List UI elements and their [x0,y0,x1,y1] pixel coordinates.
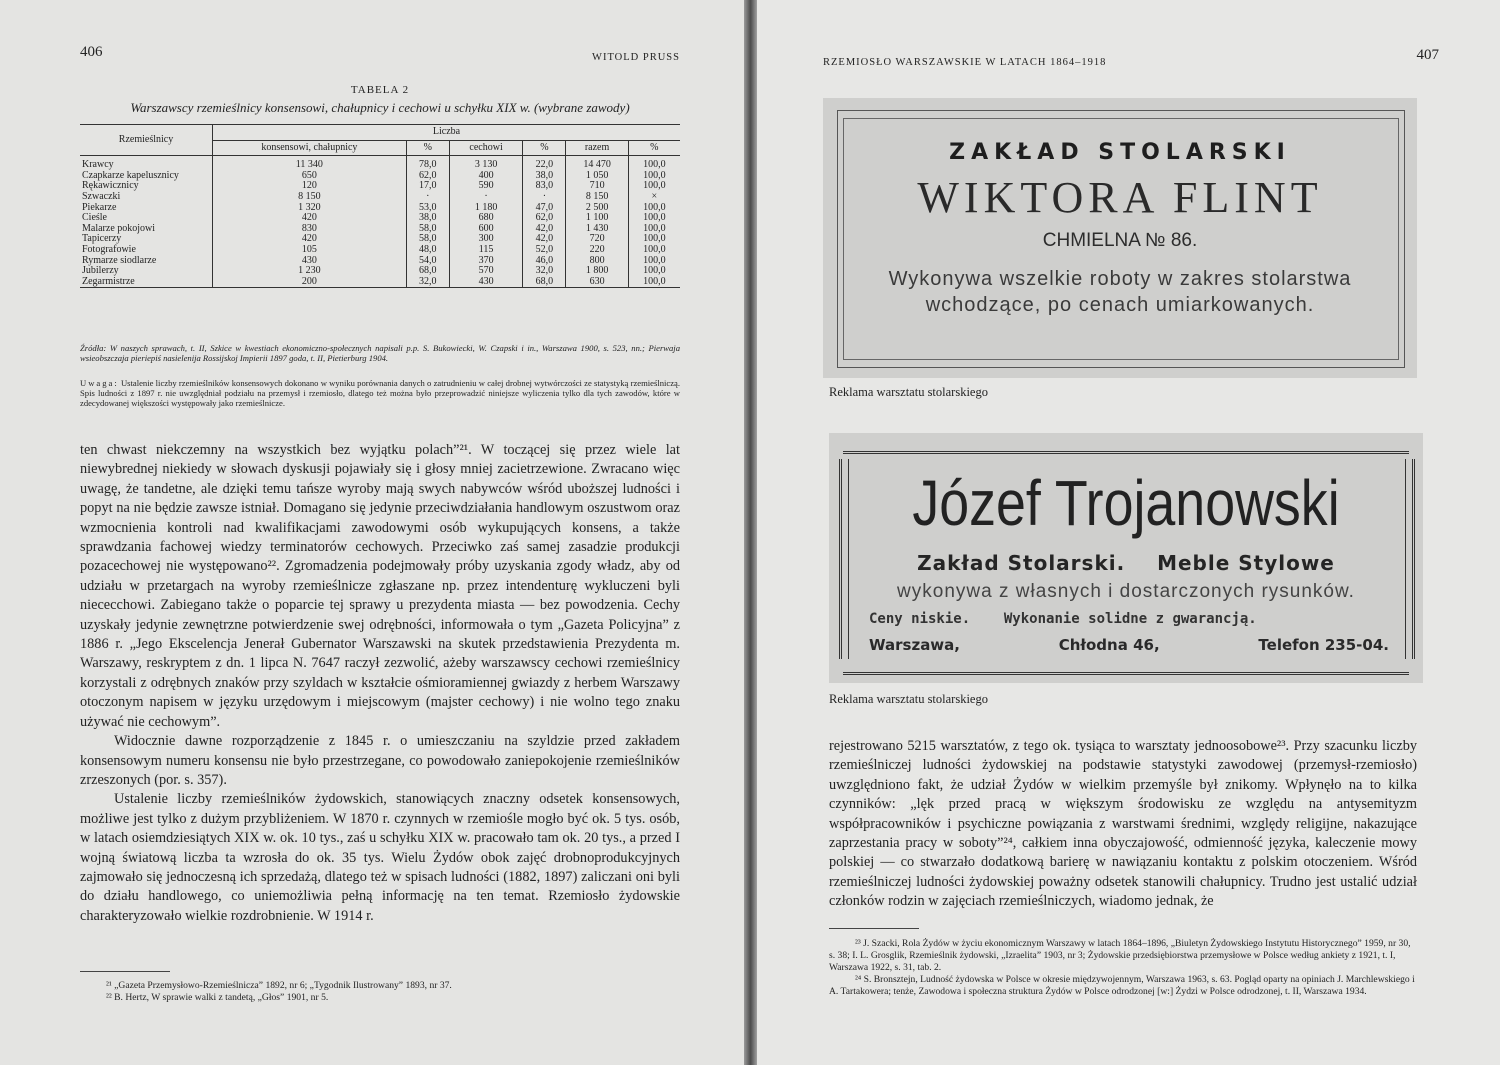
right-page [757,0,1500,1065]
ad1-line3: CHMIELNA № 86. [1042,230,1198,251]
table-note [80,378,680,408]
table-column-header: razem [566,140,628,156]
table-cell: 100,0 [628,245,680,256]
ad2-line2 [829,551,1423,575]
table-cell: 1 050 [566,171,628,182]
table-cell: 38,0 [523,171,566,182]
table-cell: 420 [213,234,407,245]
table-cell: 105 [213,245,407,256]
table-cell: 1 230 [213,266,407,277]
ad2-line5 [869,636,1389,654]
table-cell: 800 [566,256,628,267]
table-cell: 1 800 [566,266,628,277]
table-cell: 8 150 [213,192,407,203]
ad2-line5b: Chłodna 46, [1058,636,1160,654]
table-row-label: Zegarmistrze [82,275,135,287]
ad2-line4a: Ceny niskie. [869,611,971,627]
table-cell: 53,0 [406,203,449,214]
paragraph: rejestrowano 5215 warsztatów, z tego ok. tysiąca to warsztaty jednoosobowe²³. Przy szacunku liczby rzemieślniczej ludności żydowskiej na podstawie statystyki zawodowej (przemysł-rzemiosło) uwzględniono fakt, że udział Żydów w wielkim przemyśle był znikomy. Wpłynęło na to kilka czynników: „lęk przed pracą w większym środowisku ze względu na antysemityzm współpracowników i psychiczne powiązania z warstwami średnimi, względy religijne, nakazujące zaprzestania pracy w soboty”²⁴, całkiem inna obyczajowość, odmienność języka, kaleczenie mowy polskiej — co stwarzało dodatkową barierę w nawiązaniu kontaktu z polskim otoczeniem. Wśród rzemieślniczej ludności żydowskiej poważny odsetek stanowili chałupnicy. Trudno jest ustalić udział członków rodzin w zajęciach rzemieślniczych, wiadomo jednak, że [829,738,1417,910]
ad1-line1: ZAKŁAD STOLARSKI [949,140,1291,165]
table-row-label: Fotografowie [82,243,136,255]
table-cell: 430 [213,256,407,267]
sources-label: Źródła: [80,343,107,353]
table-cell: × [628,192,680,203]
table-row-label: Czapkarze kapelusznicy [82,169,179,181]
table-cell: 400 [449,171,522,182]
statistics-table [80,124,680,288]
table-cell: 570 [449,266,522,277]
table-column-header: % [628,140,680,156]
table-row-label: Jubilerzy [82,265,119,277]
table-cell: 58,0 [406,224,449,235]
table-cell: 8 150 [566,192,628,203]
table-cell: 42,0 [523,224,566,235]
ad2-line3: wykonywa z własnych i dostarczonych rysunków. [897,581,1355,602]
table-cell: 1 100 [566,213,628,224]
table-cell: 420 [213,213,407,224]
table-cell: 650 [213,171,407,182]
table-cell: 54,0 [406,256,449,267]
table-cell: 430 [449,277,522,288]
table-cell: · [406,192,449,203]
table-row-label: Krawcy [82,159,114,171]
table-cell: 42,0 [523,234,566,245]
table-row-label: Rękawicznicy [82,180,139,192]
table-cell: 68,0 [523,277,566,288]
right-body-text [829,737,1417,912]
table-cell: 100,0 [628,171,680,182]
table-row [80,245,680,256]
paragraph: Widocznie dawne rozporządzenie z 1845 r. o umieszczaniu na szyldzie przed zakładem konsensowym numeru konsensu nie było przestrzegane, co powodowało zaniepokojenie rzemieślników zrzeszonych (por. s. 357). [80,733,680,788]
table-row [80,277,680,288]
right-footnotes [829,938,1417,998]
table-cell: 83,0 [523,181,566,192]
table-row-label: Cieśle [82,212,107,224]
table-cell: 1 430 [566,224,628,235]
advertisement-flint [823,98,1417,378]
table-row [80,156,680,171]
table-cell: 32,0 [406,277,449,288]
table-cell: · [523,192,566,203]
table-row-label: Piekarze [82,201,117,213]
table-cell: 200 [213,277,407,288]
book-gutter [744,0,757,1065]
table-row [80,192,680,203]
table-cell: 100,0 [628,266,680,277]
left-footnotes [80,980,680,1004]
table-cell: 47,0 [523,203,566,214]
table-cell: 32,0 [523,266,566,277]
footnote: ²³ J. Szacki, Rola Żydów w życiu ekonomicznym Warszawy w latach 1864–1896, „Biuletyn Żydowskiego Instytutu Historycznego” 1959, nr 30, s. 38; I. L. Grosglik, Rzemieślnik żydowski, „Izraelita” 1903, nr 3; Żydowskie przedsiębiorstwa przemysłowe w Polsce według ankiety z 1921, t. I, Warszawa 1922, s. 31, tab. 2. [829,938,1411,973]
table-cell: · [449,192,522,203]
ad2-line2a: Zakład Stolarski. [917,551,1126,575]
ad2-caption: Reklama warsztatu stolarskiego [829,692,988,706]
footnote-rule [829,928,919,929]
ad1-line5: wchodzące, po cenach umiarkowanych. [925,294,1315,316]
page-number-right: 407 [1416,47,1439,63]
ad2-name: Józef Trojanowski [912,467,1340,539]
table-cell: 22,0 [523,156,566,171]
table-column-header: % [406,140,449,156]
table-cell: 58,0 [406,234,449,245]
note-label: Uwaga: [80,378,119,388]
table-cell: 48,0 [406,245,449,256]
table-cell: 2 500 [566,203,628,214]
table-column-header: % [523,140,566,156]
table-cell: 100,0 [628,181,680,192]
running-head-left: WITOLD PRUSS [592,52,680,63]
table-cell: 1 180 [449,203,522,214]
table-row-label: Tapicerzy [82,233,122,245]
table-cell: 11 340 [213,156,407,171]
paragraph: ten chwast niekczemny na wszystkich bez wyjątku polach”²¹. W toczącej się przez wiele lat niewybrednej niekiedy w słowach dyskusji pojawiały się i głosy mniej zacietrzewione. Zwracano więc uwagę, że tandetne, ale dzięki temu tańsze wyroby mają swych nabywców wśród uboższej ludności i popyt na nie będzie zawsze istniał. Domagano się jedynie przeciwdziałania handlowym oszustwom oraz wzmocnienia kontroli nad kwalifikacjami zawodowymi osób wykupujących konsens, a także sprawdzania fachowej wiedzy terminatorów cechowych. Przeciwko zaś samej zasadzie produkcji pozacechowej nie występowano²². Zgromadzenia podejmowały próby uzyskania zgody władz, aby od udziału w przetargach na wyroby rzemieślnicze zgłaszane np. przez intendenturę wykluczeni byli niececchowi. Zabiegano także o poparcie tej sprawy u prezydenta miasta — bez powodzenia. Cechy uzyskały jedynie zewnętrzne potwierdzenie swej odrębności, informowała o tym „Gazeta Policyjna” z 1886 r. „Jego Ekscelencja Jenerał Gubernator Warszawski na skutek przedstawienia Prezydenta m. Warszawy, reskryptem z dn. 1 lipca N. 7647 raczył zezwolić, ażeby warszawscy cechowi rzemieślnicy korzystali z odrębnych znaków przy szyldach w kształcie ośmioramiennej gwiazdy z herbem Warszawy otoczonym napisem w języku urzędowym i miejscowym (majster cechowy) i nie wolno tego znaku używać nie cechowym”. [80,442,680,730]
ad2-line2b: Meble Stylowe [1157,551,1335,575]
table-cell: 115 [449,245,522,256]
footnote: ²⁴ S. Bronsztejn, Ludność żydowska w Polsce w okresie międzywojennym, Warszawa 1963, s. 63. Pogląd oparty na opiniach J. Marchlewskiego i A. Tartakowera; tenże, Zawodowa i społeczna struktura Żydów w Polsce odrodzonej [w:] Żydzi w Polsce odrodzonej, t. II, Warszawa 1934. [829,974,1415,997]
table-cell: 590 [449,181,522,192]
table-cell: 78,0 [406,156,449,171]
ad2-line4b: Wykonanie solidne z gwarancją. [1003,611,1257,627]
table-cell: 100,0 [628,224,680,235]
table-cell: 630 [566,277,628,288]
footnote: ²² B. Hertz, W sprawie walki z tandetą, „Głos” 1901, nr 5. [106,992,329,1003]
footnote: ²¹ „Gazeta Przemysłowo-Rzemieślnicza” 1892, nr 6; „Tygodnik Ilustrowany” 1893, nr 37. [106,980,452,991]
table-cell: 46,0 [523,256,566,267]
table-cell: 52,0 [523,245,566,256]
table-caption: TABELA 2 [350,84,410,96]
ad2-line5a: Warszawa, [869,636,960,654]
table-cell: 300 [449,234,522,245]
ad1-line2: WIKTORA FLINT [917,173,1323,222]
ad2-line4 [869,611,1389,627]
table-group-header: Liczba [213,125,681,140]
table-cell: 62,0 [523,213,566,224]
footnote-rule [80,971,170,972]
table-row-label: Szwaczki [82,190,121,202]
table-cell: 720 [566,234,628,245]
left-page [0,0,744,1065]
table-row-label: Malarze pokojowi [82,222,156,234]
table-cell: 14 470 [566,156,628,171]
ad2-line5c: Telefon 235-04. [1258,636,1389,654]
table-cell: 100,0 [628,156,680,171]
table-cell: 370 [449,256,522,267]
table-cell: 17,0 [406,181,449,192]
table-cell: 100,0 [628,213,680,224]
table-column-header: konsensowi, chałupnicy [213,140,407,156]
table-cell: 600 [449,224,522,235]
table-cell: 100,0 [628,203,680,214]
table-title: Warszawscy rzemieślnicy konsensowi, chałupnicy i cechowi u schyłku XIX w. (wybrane zawody) [130,100,630,115]
table-cell: 62,0 [406,171,449,182]
table-cell: 100,0 [628,277,680,288]
advertisement-trojanowski [829,433,1423,683]
paragraph: Ustalenie liczby rzemieślników żydowskich, stanowiących znaczny odsetek konsensowych, możliwe jest tylko z dużym przybliżeniem. W 1870 r. czynnych w rzemiośle mogło być ok. 5 tys. osób, w latach osiemdziesiątych XIX w. ok. 10 tys., zaś u schyłku XIX w. pracowało tam ok. 20 tys., a przed I wojną światową liczba ta wzrosła do ok. 35 tys. Wielu Żydów obok zajęć drobnoprodukcyjnych zajmowało się jednoczesną ich sprzedażą, dlatego też w spisach ludności (1882, 1897) zaliczani oni byli do działu handlowego, co uniemożliwia pełną informację na ten temat. Rzemiosło żydowskie charakteryzowało wielkie rozdrobnienie. W 1914 r. [80,791,680,924]
table-cell: 680 [449,213,522,224]
ad1-line4: Wykonywa wszelkie roboty w zakres stolarstwa [888,268,1352,290]
table-cell: 1 320 [213,203,407,214]
table-cell: 68,0 [406,266,449,277]
table-cell: 120 [213,181,407,192]
ad1-caption: Reklama warsztatu stolarskiego [829,385,988,399]
table-cell: 3 130 [449,156,522,171]
table-cell: 100,0 [628,256,680,267]
left-body-text [80,441,680,926]
table-cell: 100,0 [628,234,680,245]
table-cell: 38,0 [406,213,449,224]
running-head-right: RZEMIOSŁO WARSZAWSKIE W LATACH 1864–1918 [823,57,1107,68]
table-column-header: cechowi [449,140,522,156]
table-sources [80,343,680,363]
table-cell: 220 [566,245,628,256]
table-row-label: Rymarze siodlarze [82,254,157,266]
note-text: Ustalenie liczby rzemieślników konsensowych dokonano w wyniku porównania danych o zatrudnieniu w całej drobnej wytwórczości ze statystyką rzemieślniczą. Spis ludności z 1897 r. nie uwzględniał podziału na przemysł i rzemiosło, dlatego też można było przeprowadzić niniejsze wyliczenia tylko dla tych zawodów, które w zdecydowanej większości występowały jako rzemieślnicze. [80,378,680,408]
sources-text: W naszych sprawach, t. II, Szkice w kwestiach ekonomiczno-społecznych napisali p.p. S. Bukowiecki, W. Czapski i in., Warszawa 1900, s. 523, nn.; Pierwaja wsieobszczaja pieriepiś nasielenija Rossijskoj Impierii 1897 goda, t. II, Pietierburg 1904. [80,343,680,363]
table-cell: 830 [213,224,407,235]
table-row-header: Rzemieślnicy [80,125,213,156]
table-cell: 710 [566,181,628,192]
page-number-left: 406 [80,44,103,60]
